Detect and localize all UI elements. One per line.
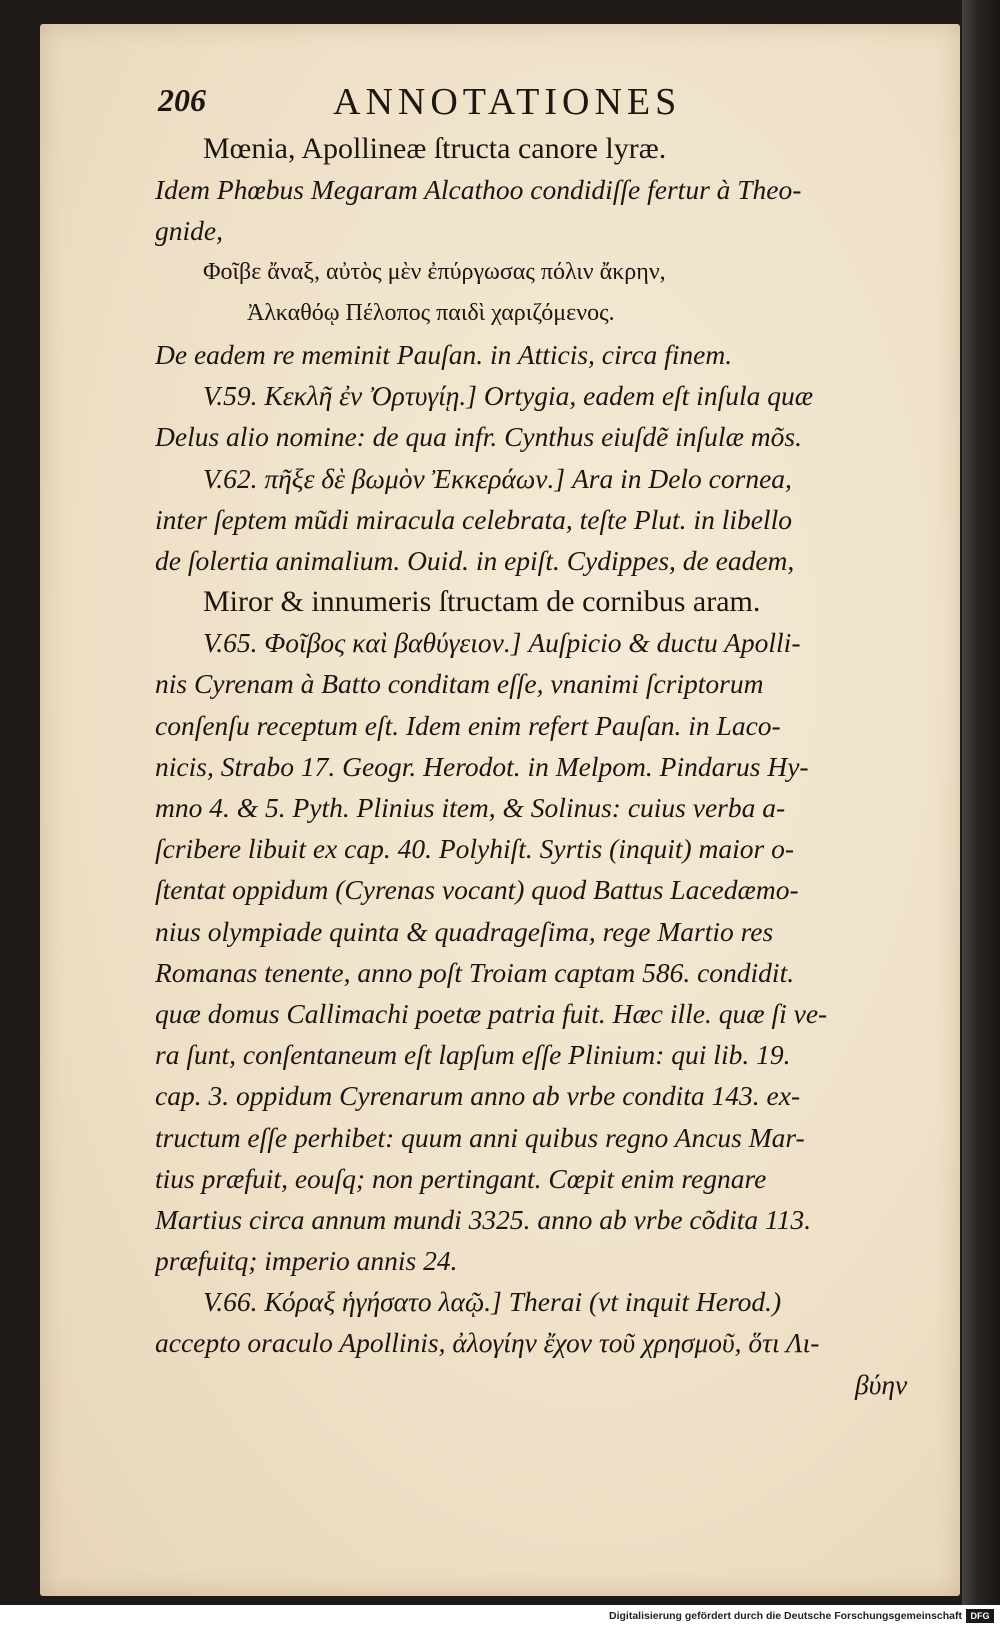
verse-line: Mœnia, Apollineæ ſtructa canore lyræ. [203,132,667,165]
text-line: nicis, Strabo 17. Geogr. Herodot. in Melpom. Pindarus Hy- [155,750,809,782]
verse-line: Miror & innumeris ſtructam de cornibus aram. [203,585,761,619]
text-line: ra ſunt, conſentaneum eſt lapſum eſſe Plinium: qui lib. 19. [155,1039,791,1071]
scan-edge-strip [962,0,1000,1605]
funding-credit: Digitalisierung gefördert durch die Deutsche Forschungsgemeinschaft [609,1610,962,1622]
dfg-logo: DFG [966,1609,994,1623]
digitization-footer [0,1605,1000,1629]
text-line: Idem Phœbus Megaram Alcathoo condidiſſe fertur à Theo- [155,174,802,206]
text-line: ſtentat oppidum (Cyrenas vocant) quod Battus Lacedæmo- [155,874,799,906]
verse-note-line: V.66. Κόραξ ἡγήσατο λαῷ.] Therai (vt inquit Herod.) [203,1286,782,1318]
text-line: gnide, [155,215,223,247]
text-line: mno 4. & 5. Pyth. Plinius item, & Solinus: cuius verba a- [155,792,786,823]
text-line: accepto oraculo Apollinis, ἀλογίην ἔχον τοῦ χρησμοῦ, ὅτι Λι- [155,1327,820,1359]
running-head: ANNOTATIONES [333,81,682,123]
greek-verse-line: Ἀλκαθόῳ Πέλοπος παιδὶ χαριζόμενος. [247,299,615,326]
text-line: tius præfuit, eouſq; non pertingant. Cœpit enim regnare [155,1162,767,1194]
text-line: quæ domus Callimachi poetæ patria fuit. Hæc ille. quæ ſi ve- [155,997,828,1029]
text-line: cap. 3. oppidum Cyrenarum anno ab vrbe condita 143. ex- [155,1080,801,1112]
page-header [158,80,798,124]
text-line: nis Cyrenam à Batto conditam eſſe, vnanimi ſcriptorum [155,668,764,700]
text-line: inter ſeptem mũdi miracula celebrata, teſte Plut. in libello [155,503,792,535]
text-line: Romanas tenente, anno poſt Troiam captam 586. condidit. [155,956,795,988]
text-line: nius olympiade quinta & quadrageſima, rege Martio res [155,915,774,947]
text-line: tructum eſſe perhibet: quum anni quibus regno Ancus Mar- [155,1121,805,1153]
catchword: βύην [855,1368,908,1400]
text-line: Delus alio nomine: de qua infr. Cynthus eiuſdẽ inſulæ mõs. [155,421,802,453]
text-line: de ſolertia animalium. Ouid. in epiſt. Cydippes, de eadem, [155,544,795,576]
page-number: 206 [158,82,206,118]
verse-note-line: V.59. Κεκλῆ ἐν Ὀρτυγίῃ.] Ortygia, eadem eſt inſula quæ [203,380,814,412]
verse-note-line: V.65. Φοῖβος καὶ βαθύγειον.] Auſpicio & ductu Apolli- [203,627,801,659]
text-line: Martius circa annum mundi 3325. anno ab vrbe cõdita 113. [155,1203,812,1235]
greek-verse-line: Φοῖβε ἄναξ, αὐτὸς μὲν ἐπύργωσας πόλιν ἄκρην, [203,258,666,285]
text-line: conſenſu receptum eſt. Idem enim refert Pauſan. in Laco- [155,709,781,741]
annotation-text [155,128,935,1405]
verse-note-line: V.62. πῆξε δὲ βωμὸν Ἐκκεράων.] Ara in Delo cornea, [203,462,792,494]
text-line: præfuitq; imperio annis 24. [155,1245,458,1277]
text-line: ſcribere libuit ex cap. 40. Polyhiſt. Syrtis (inquit) maior o- [155,833,795,865]
text-line: De eadem re meminit Pauſan. in Atticis, circa finem. [155,338,733,370]
